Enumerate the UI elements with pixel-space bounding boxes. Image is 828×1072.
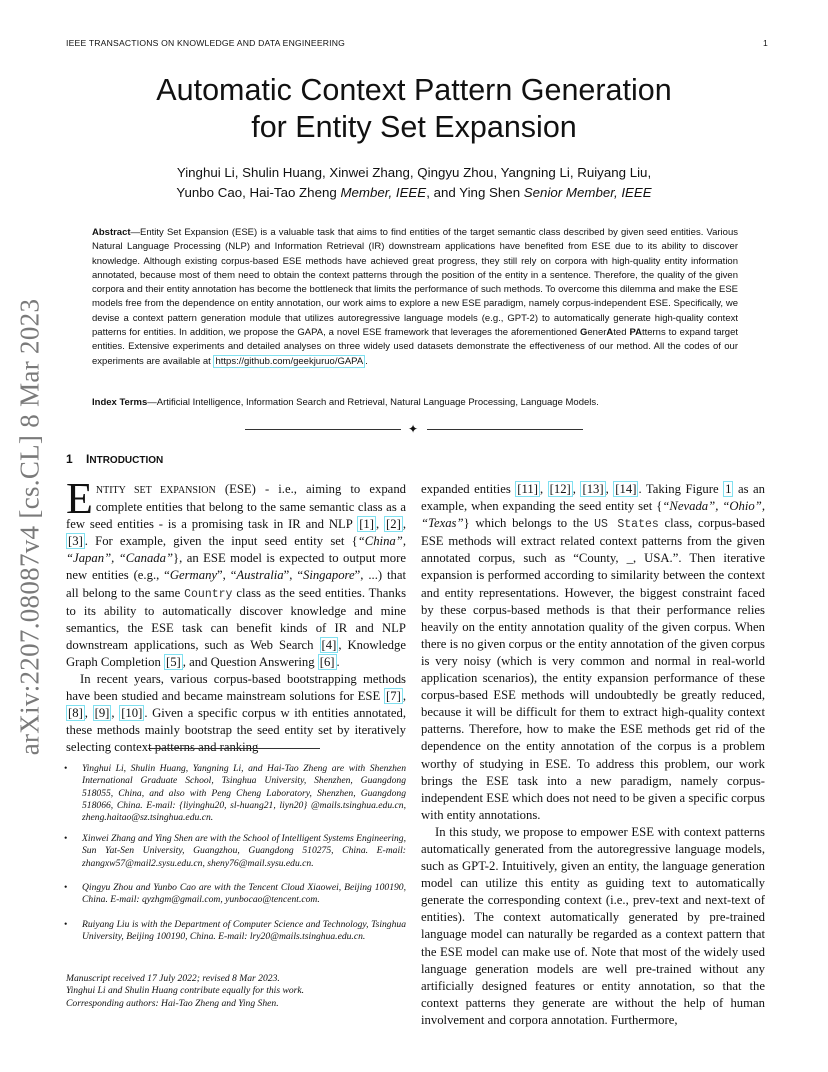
manuscript-line: Yinghui Li and Shulin Huang contribute equally for this work.	[66, 985, 305, 997]
abstract-bold: G	[580, 327, 588, 339]
drop-cap: E	[66, 474, 93, 523]
footnote-text: Ruiyang Liu is with the Department of Computer Science and Technology, Tsinghua University, Beijing 100190, China. E-mail: lry20@mails.tsinghua.edu.cn.	[82, 919, 406, 943]
authors-line-1: Yinghui Li, Shulin Huang, Xinwei Zhang, Qingyu Zhou, Yangning Li, Ruiyang Liu,	[176, 165, 652, 180]
arxiv-watermark	[10, 292, 50, 762]
title-line-2: for Entity Set Expansion	[251, 110, 577, 144]
right-column	[421, 481, 765, 1029]
authors-line-2	[0, 183, 828, 203]
footnote	[66, 833, 406, 870]
figure-link[interactable]: 1	[725, 482, 732, 496]
journal-name: IEEE TRANSACTIONS ON KNOWLEDGE AND DATA ENGINEERING	[66, 38, 346, 48]
text: . For example, given the input seed entity set {	[84, 534, 358, 549]
citation-link[interactable]: [9]	[94, 706, 110, 721]
section-number: 1	[66, 452, 73, 466]
author-list	[0, 163, 828, 203]
abstract-text: ted	[613, 327, 630, 339]
authors-text: Yunbo Cao, Hai-Tao Zheng	[176, 185, 341, 200]
title-line-1: Automatic Context Pattern Generation	[156, 73, 672, 107]
footnote-text: Yinghui Li, Shulin Huang, Yangning Li, and Hai-Tao Zheng are with Shenzhen International Graduate School, Tsinghua University, Shenzhen, Guangdong 518055, China, and also with Peng Cheng Laboratory, Shenzhen, Guangdong 518066, China. E-mail: {liyinghu20, sl-huang21, liyn20} @mails.tsinghua.edu.cn, zheng.haitao@sz.tsinghua.edu.cn.	[82, 763, 406, 824]
paragraph: expanded entities [11] , [12] , [13] , [14] . Taking Figure 1 as an example, when expanding the seed entity set {“Nevada”, “Ohio”, “Texas”} which belongs to the US States class, corpus-based ESE methods will extract related context patterns from the given annotated corpus, such as “County, _, USA.”. Then iterative expansion is performed according to similarity between the context and entity representations. However, the biggest constraint faced by these corpus-based methods is that their performance relies heavily on the entity annotation quality of the given corpus. When there is no given corpus or the entity annotation of the given corpus is very noisy (which is very common and normal in real-world application scenarios), the entity expansion performance of these corpus-based ESE methods will undoubtedly be greatly reduced, because it will be difficult for them to extract high-quality context patterns. Therefore, how to make the ESE methods get rid of the dependence on the entity annotation of the corpus is a problem worthy of studying in ESE. To address this problem, our work brings the ESE task into a new paradigm, namely corpus-independent ESE which does not need to be given a specific corpus with entity annotations.	[421, 482, 766, 822]
text: . Given a specific corpus w ith entities annotated, these methods mainly bootstrap the seed entity set by iteratively selecting context patterns and ranking	[66, 706, 407, 755]
citation-link[interactable]: [8]	[68, 706, 83, 721]
citation-link[interactable]: [5]	[165, 654, 181, 669]
separator-line-right	[427, 429, 583, 430]
running-header	[66, 38, 768, 48]
paragraph: ENTITY SET EXPANSION (ESE) - i.e., aiming to expand complete entities that belong to the same semantic class as a few seed entities - is a promising task in IR and NLP [1] , [2] , [3] . For example, given the input seed entity set {“China”, “Japan”, “Canada”}, an ESE model is expected to output more new entities (e.g., “Germany”, “Australia”, “Singapore”, ...) that all belong to the same Country class as the seed entities. Thanks to its ability to automatically discover knowledge and mine semantics, the ESE task can benefit kinds of IR and NLP downstream applications, such as Web Search [4] , Knowledge Graph Completion [5] , and Question Answering [6] .	[66, 474, 407, 669]
paper-title	[0, 72, 828, 146]
bullet-icon: •	[64, 919, 68, 930]
citation-link[interactable]: [7]	[386, 689, 401, 704]
text: ”, “	[217, 568, 237, 583]
abstract-text: —Entity Set Expansion (ESE) is a valuable task that aims to find entities of the target semantic class described by given seed entities. Various Natural Language Processing (NLP) and Information Retrieval (IR) downstream applications have benefited from ESE due to its ability to discover knowledge. Although existing corpus-based ESE methods have achieved great progress, they still rely on corpora with high-quality entity information annotated, because most of them need to obtain the context patterns through the position of the entity in a sentence. Therefore, the quality of the given corpora and their entity annotation has become the bottleneck that limits the performance of such methods. To overcome this dilemma and make the ESE models free from the dependence on entity annotation, our work aims to explore a new ESE paradigm, namely corpus-independent ESE. Specifically, we devise a context pattern generation module that utilizes autoregressive language models (e.g., GPT-2) to automatically generate high-quality context patterns for entities. In addition, we propose the GAPA, a novel ESE framework that leverages the aforementioned	[92, 227, 738, 339]
footnote	[66, 882, 406, 907]
abstract-bold: PA	[629, 327, 642, 339]
text: } which belongs to the	[463, 516, 595, 531]
text: . Taking Figure	[638, 482, 724, 496]
manuscript-note	[66, 973, 406, 1010]
entity: Australia	[236, 568, 284, 583]
separator-line-left	[245, 429, 401, 430]
text: .	[336, 654, 340, 669]
seed-entities: “China”, “Japan”, “Canada”	[66, 534, 406, 566]
text: class, corpus-based ESE methods will extract related context patterns from the given annotated corpus, such as “County, _, USA.”. Then iterative expansion is performed according to similarity between the context and entity representations. However, the biggest constraint faced by these corpus-based methods is that their performance relies heavily on the entity annotation quality of the given corpus. When there is no given corpus or the entity annotation of the given corpus is very noisy (which is very common and normal in real-world application scenarios), the entity expansion performance of these corpus-based ESE methods will undoubtedly be greatly reduced, because it will be difficult for them to extract high-quality context patterns. Therefore, how to make the ESE methods get rid of the dependence on the entity annotation of the corpus is a problem worthy of studying in ESE. To address this problem, our work brings the ESE task into a new paradigm, namely corpus-independent ESE which does not need to be given a specific corpus with entity annotations.	[421, 516, 765, 822]
page-number: 1	[763, 38, 768, 48]
class-name: Country	[184, 587, 233, 601]
abstract-bold: A	[606, 327, 614, 339]
footnote-rule	[148, 748, 320, 749]
text: , and Question Answering	[182, 654, 318, 669]
text: expanded entities	[421, 482, 516, 496]
manuscript-line: Corresponding authors: Hai-Tao Zheng and Ying Shen.	[66, 997, 279, 1009]
author-role: Senior Member, IEEE	[523, 185, 652, 200]
left-column	[66, 474, 407, 757]
author-role: Member, IEEE	[340, 185, 427, 200]
abstract-text: .	[365, 355, 368, 367]
text: as an example, when expanding the seed entity set {	[421, 482, 766, 514]
arxiv-id: arXiv:2207.08087v4 [cs.CL] 8 Mar 2023	[14, 298, 45, 756]
text: ”, ...) that all belong to the same	[66, 568, 407, 600]
index-terms-text: —Artificial Intelligence, Information Search and Retrieval, Natural Language Processing, Language Models.	[147, 397, 599, 408]
bullet-icon: •	[64, 763, 68, 774]
text: ”, “	[283, 568, 303, 583]
citation-link[interactable]: [6]	[319, 654, 335, 669]
citation-link[interactable]: [2]	[386, 517, 401, 532]
class-name: US States	[594, 518, 659, 532]
abstract-text: tterns to expand target entities. Extensive experiments and detailed analyses on three widely used datasets demonstrate the effectiveness of our method. All the codes of our experiments are available at	[92, 327, 738, 367]
authors-text: , and Ying Shen	[426, 185, 524, 200]
citation-link[interactable]: [10]	[121, 706, 143, 721]
bullet-icon: •	[64, 882, 68, 893]
footnote	[66, 763, 406, 824]
citation-link[interactable]: [13]	[582, 482, 604, 496]
citation-link[interactable]: [14]	[615, 482, 637, 496]
abstract	[92, 226, 738, 369]
code-link[interactable]: https://github.com/geekjuruo/GAPA	[215, 355, 364, 367]
section-heading	[66, 452, 163, 466]
section-title-first: I	[86, 452, 90, 466]
text: (ESE) - i.e., aiming to expand complete entities that belong to the same semantic class as a few seed entities - is a promising task in IR and NLP	[66, 482, 407, 532]
text: class as the seed entities. Thanks to its ability to automatically discover knowledge and mine semantics, the ESE task can benefit kinds of IR and NLP downstream applications, such as Web Search	[66, 585, 407, 652]
small-caps: NTITY SET EXPANSION	[95, 485, 216, 496]
text: In recent years, various corpus-based bootstrapping methods have been studied and became mainstream solutions for ESE	[66, 672, 406, 704]
section-title-rest: NTRODUCTION	[89, 455, 164, 466]
citation-link[interactable]: [11]	[517, 482, 538, 496]
section-separator	[0, 422, 828, 436]
citation-link[interactable]: [3]	[68, 534, 83, 549]
bullet-icon: •	[64, 833, 68, 844]
text: }, an ESE model is expected to output more new entities (e.g., “	[66, 551, 406, 583]
seed-entities: “Nevada”, “Ohio”, “Texas”	[421, 499, 765, 531]
entity: Singapore	[302, 568, 355, 583]
paragraph: In recent years, various corpus-based bootstrapping methods have been studied and became mainstream solutions for ESE [7] , [8] , [9] , [10] . Given a specific corpus w ith entities annotated, these methods mainly bootstrap the seed entity set by iteratively selecting context patterns and ranking	[66, 672, 407, 755]
citation-link[interactable]: [4]	[321, 637, 337, 652]
index-terms-label: Index Terms	[92, 397, 148, 408]
citation-link[interactable]: [12]	[549, 482, 571, 496]
diamond-icon: ✦	[408, 422, 419, 436]
citation-link[interactable]: [1]	[359, 517, 374, 532]
abstract-text: ener	[587, 327, 607, 339]
entity: Germany	[169, 568, 218, 583]
manuscript-line: Manuscript received 17 July 2022; revised 8 Mar 2023.	[66, 973, 280, 984]
footnote-text: Xinwei Zhang and Ying Shen are with the School of Intelligent Systems Engineering, Sun Yat-Sen University, Guangzhou, Guangdong 510275, China. E-mail: zhangxw57@mail2.sysu.edu.cn, sheny76@mail.sysu.edu.cn.	[82, 833, 406, 869]
text: , Knowledge Graph Completion	[66, 637, 406, 669]
footnote	[66, 919, 406, 944]
index-terms	[92, 397, 738, 408]
footnote-text: Qingyu Zhou and Yunbo Cao are with the Tencent Cloud Xiaowei, Beijing 100190, China. E-mail: qyzhgm@gmail.com, yunbocao@tencent.com.	[82, 882, 406, 906]
paragraph: In this study, we propose to empower ESE with context patterns automatically generated from the autoregressive language models, such as GPT-2. Intuitively, given an entity, the language generation model can utilize this entity as guiding text to automatically generate the corresponding context (i.e., prev-text and next-text of entities). The context automatically generated by pre-trained language model can naturally be regarded as a context pattern that the ESE model can make use of. Note that most of the widely used language generation models are well pre-trained without any artificially designed features or entity annotation, so that the context patterns they generate are without the help of human involvement and corpora annotation. Furthermore,	[421, 824, 765, 1027]
abstract-label: Abstract	[92, 227, 131, 238]
